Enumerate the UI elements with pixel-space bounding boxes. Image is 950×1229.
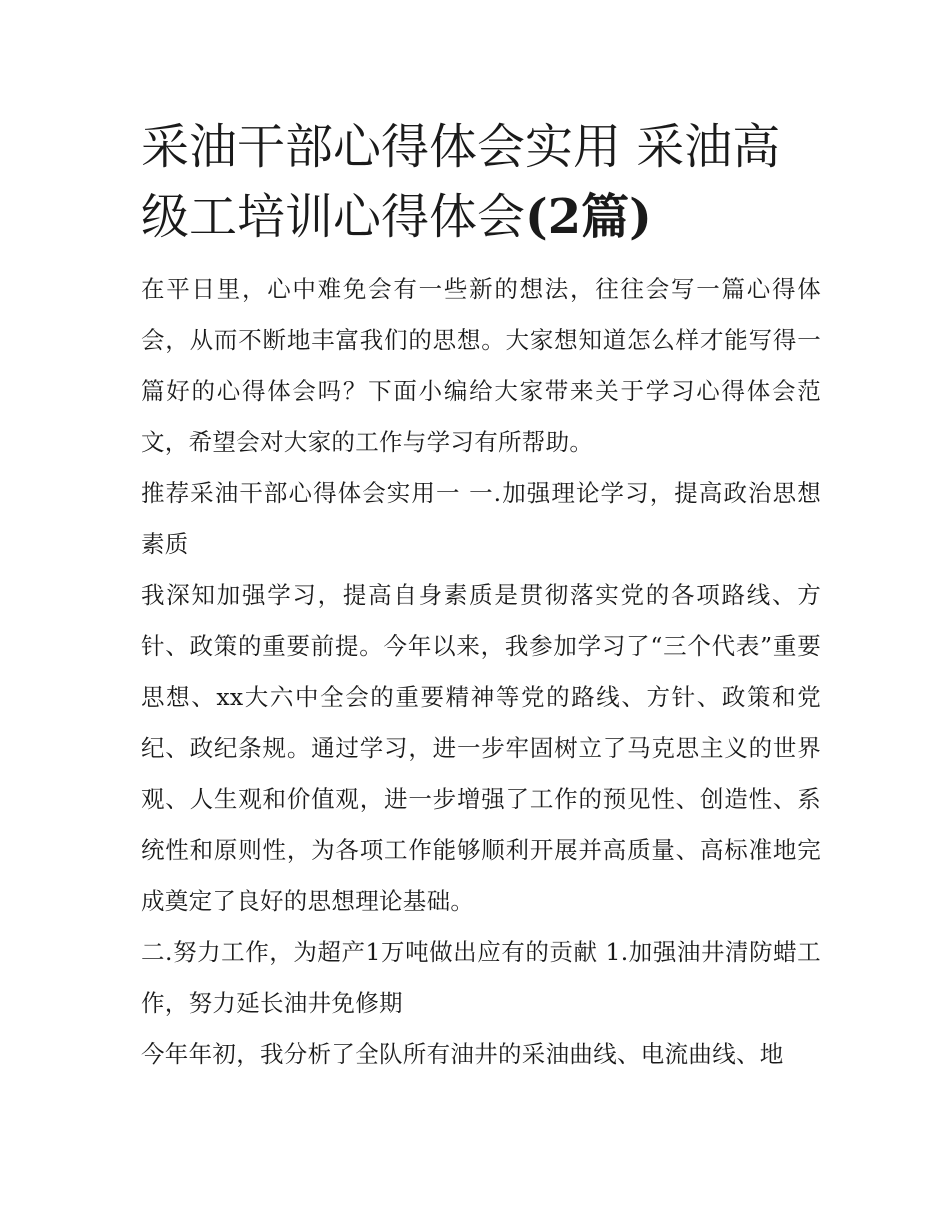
intro-paragraph: 在平日里，心中难免会有一些新的想法，往往会写一篇心得体会，从而不断地丰富我们的思想。大家想知道怎么样才能写得一篇好的心得体会吗？下面小编给大家带来关于学习心得体会范文，希望会对大家的工作与学习有所帮助。 (141, 275, 821, 456)
title-main: 采油干部心得体会实用 采油高级工培训心得体会 (141, 119, 781, 245)
document-body (141, 112, 821, 1080)
body-paragraph-2: 今年年初，我分析了全队所有油井的采油曲线、电流曲线、地 (141, 1040, 784, 1068)
title-count: (2篇) (525, 189, 652, 245)
section-heading-2: 二.努力工作，为超产1万吨做出应有的贡献 1.加强油井清防蜡工作，努力延长油井免修期 (141, 938, 821, 1017)
document-title (141, 112, 821, 252)
section-heading-1: 推荐采油干部心得体会实用一 一.加强理论学习，提高政治思想素质 (141, 479, 821, 558)
body-paragraph-1: 我深知加强学习，提高自身素质是贯彻落实党的各项路线、方针、政策的重要前提。今年以来，我参加学习了“三个代表”重要思想、xx大六中全会的重要精神等党的路线、方针、政策和党纪、政纪条规。通过学习，进一步牢固树立了马克思主义的世界观、人生观和价值观，进一步增强了工作的预见性、创造性、系统性和原则性，为各项工作能够顺利开展并高质量、高标准地完成奠定了良好的思想理论基础。 (141, 581, 821, 915)
